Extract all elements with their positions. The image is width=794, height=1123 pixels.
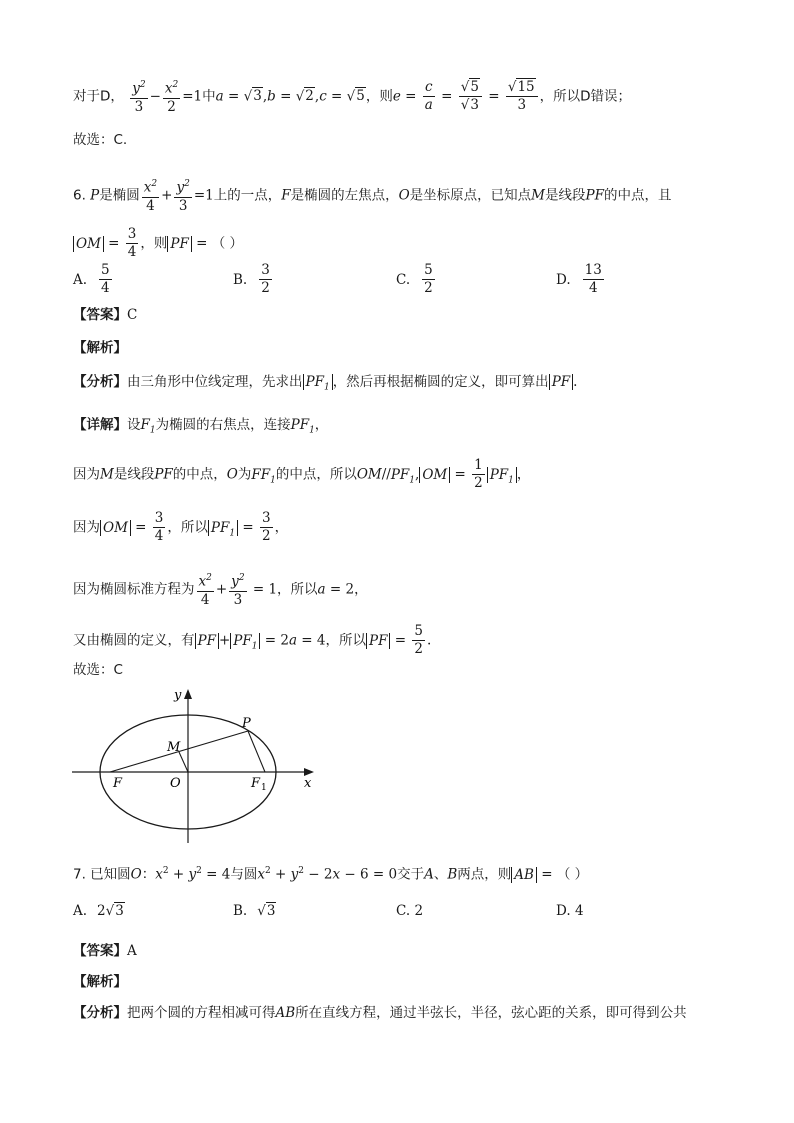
q6-option-d: D. $\frac{13}{4}$	[556, 262, 602, 296]
q7-option-c: C. 2	[396, 903, 424, 919]
label-m: M	[167, 740, 181, 755]
label-o: O	[170, 776, 181, 791]
question-6-stem: 6. P是椭圆 $\frac{x^2}{4}$ + $\frac{y^2}{3}$ =1上的一点，F是椭圆的左焦点，O是坐标原点，已知点M是线段PF的中点，且	[73, 176, 671, 215]
q7-option-b: B. √3	[233, 903, 276, 919]
q6-choose: 故选：C	[73, 662, 123, 678]
q6-step-3: 因为 OM = $\frac{3}{4}$ ，所以 $PF_1$ = $\frac{3}{2}$ ，	[73, 510, 289, 544]
q7-analysis-heading: 【解析】	[73, 974, 127, 990]
segment-pf1	[248, 731, 265, 772]
q6-answer: 【答案】C	[73, 307, 138, 323]
question-6-stem-2: OM = $\frac{3}{4}$ ，则 PF = （ ）	[73, 226, 243, 261]
q6-step-5: 又由椭圆的定义，有 PF + $PF_1 = 2a = 4$，所以 PF = $\frac{5}{2}$ .	[73, 623, 432, 657]
q6-analysis-heading: 【解析】	[73, 340, 127, 356]
label-x: x	[304, 776, 312, 791]
x-axis-arrow-icon	[304, 768, 314, 776]
q7-option-d: D. 4	[556, 903, 584, 919]
ellipse-figure	[70, 683, 330, 848]
label-f1: F	[251, 776, 261, 791]
q6-option-a: A. $\frac{5}{4}$	[73, 262, 110, 296]
segment-om	[179, 752, 188, 772]
q7-option-a: A. 2√3	[73, 903, 124, 919]
q7-answer: 【答案】A	[73, 943, 137, 959]
question-7-stem: 7. 已知圆O：$x^2 + y^2 = 4$与圆$x^2 + y^2 - 2x - 6 = 0$交于A、B两点，则 AB = （ ）	[73, 866, 589, 883]
q6-xiangjie: 【详解】设$F_1$为椭圆的右焦点，连接$PF_1$，	[73, 417, 329, 436]
prev-answer: 故选：C.	[73, 132, 128, 148]
q7-fenxi: 【分析】把两个圆的方程相减可得AB所在直线方程，通过半弦长，半径，弦心距的关系，即可得到公共	[73, 1005, 687, 1021]
label-f: F	[113, 776, 123, 791]
q6-step-4: 因为椭圆标准方程为 $\frac{x^2}{4}$ + $\frac{y^2}{3}$ = 1，所以a = 2，	[73, 570, 368, 609]
q6-option-b: B. $\frac{3}{2}$	[233, 262, 270, 296]
label-p: P	[242, 716, 251, 731]
label-y: y	[174, 688, 182, 703]
prev-solution-line-d: 对于D， $\frac{y^2}{3}$ − $\frac{x^2}{2}$ =1中a = √3,b = √2,c = √5，则e = $\frac{c}{a}$ = $\frac{√5}{√3}$ = $\frac{√15}{3}$ ，所以D错误；	[73, 78, 632, 115]
y-axis-arrow-icon	[184, 689, 192, 699]
q6-fenxi: 【分析】由三角形中位线定理，先求出 $PF_1$ ，然后再根据椭圆的定义，即可算出 PF .	[73, 374, 578, 393]
q6-step-2: 因为M是线段PF的中点，O为$FF_1$的中点，所以$OM//PF_1$, OM = $\frac{1}{2}$ $PF_1$ ，	[73, 457, 531, 491]
label-f1-sub: 1	[261, 783, 267, 793]
q6-option-c: C. $\frac{5}{2}$	[396, 262, 433, 296]
